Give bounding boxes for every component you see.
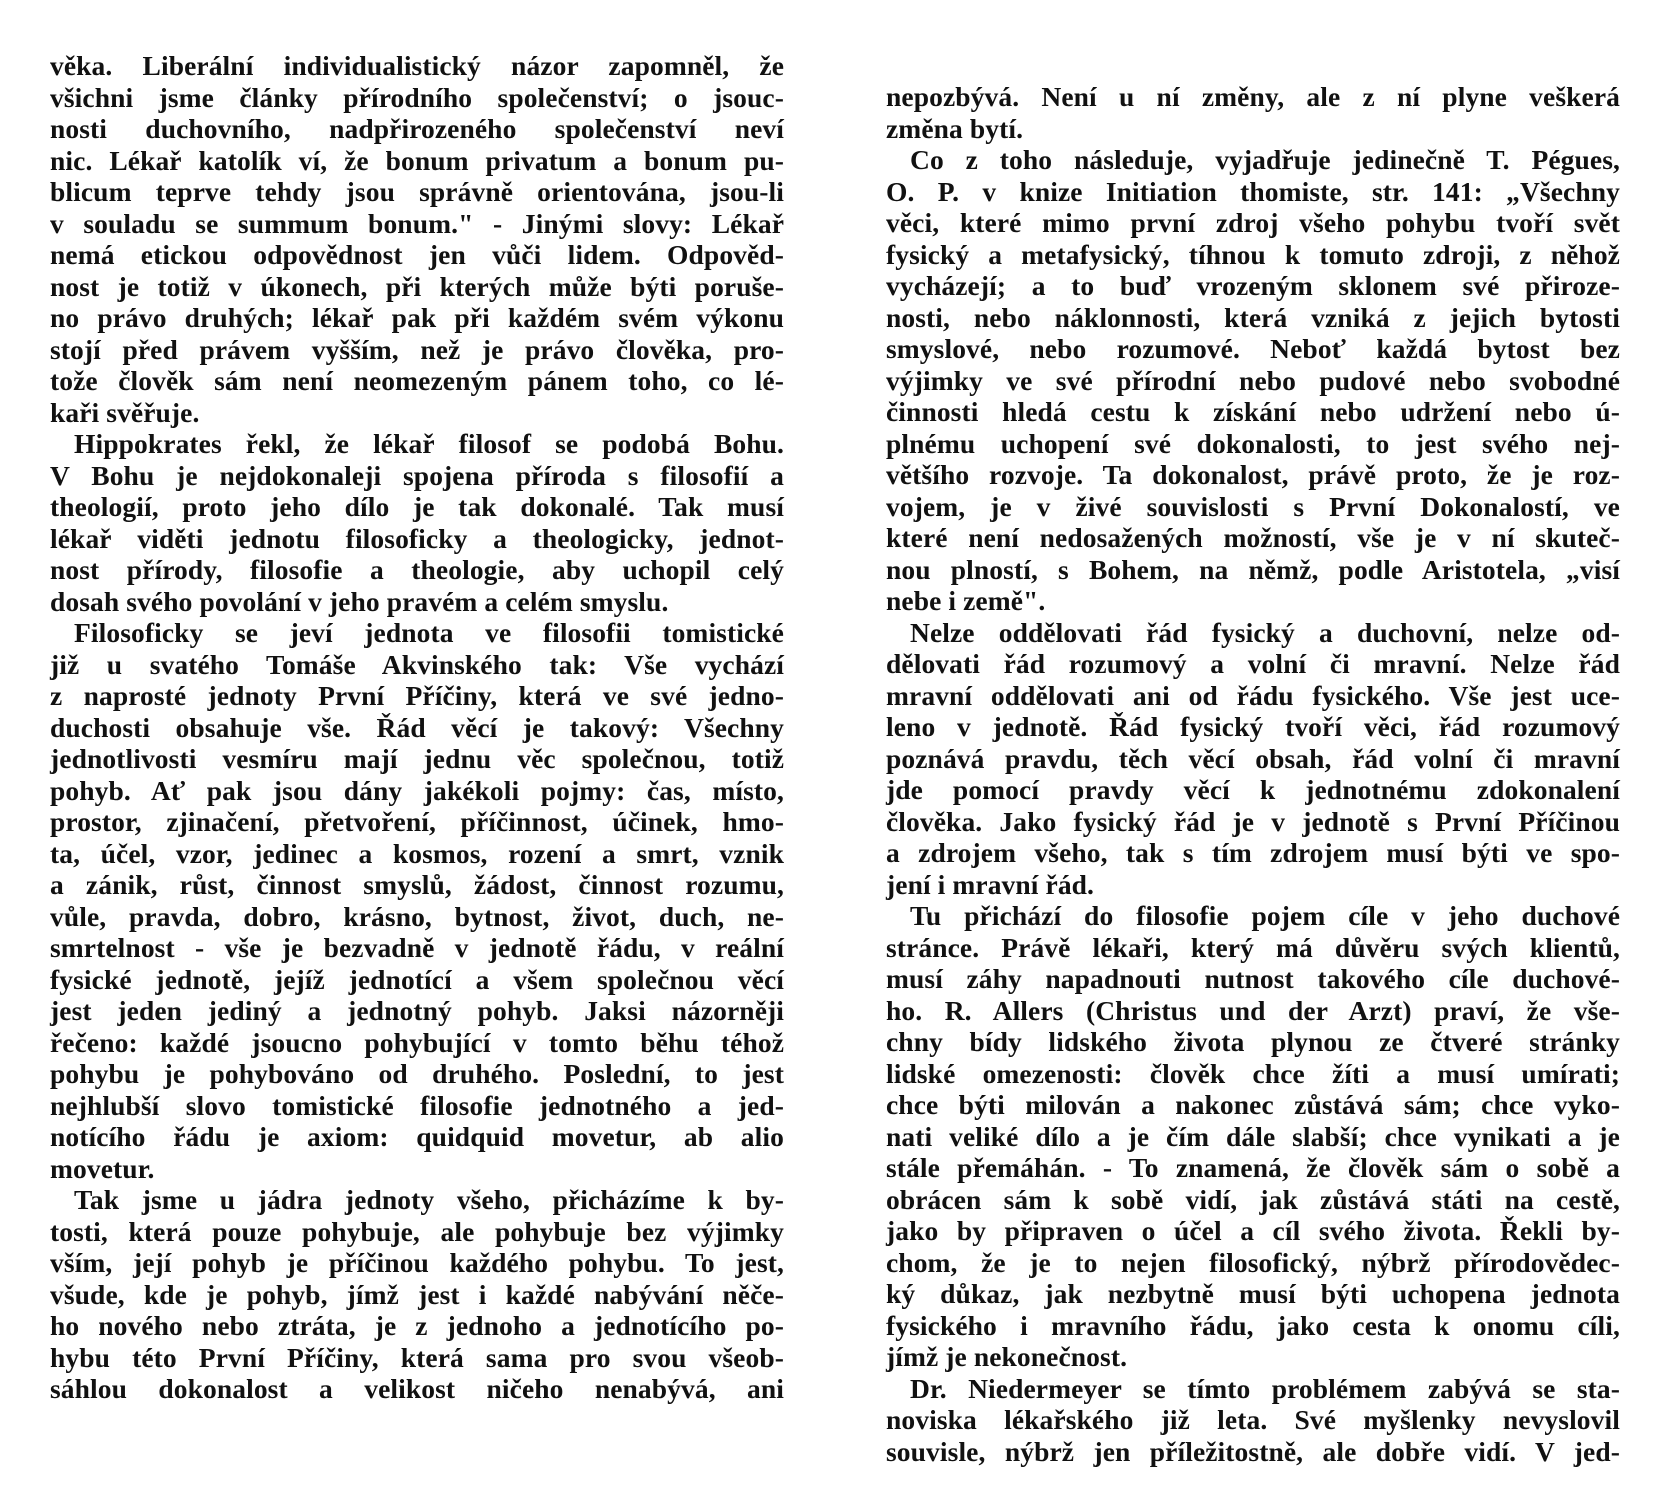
text-line: Hippokrates řekl, že lékař filosof se podobá Bohu. (74, 428, 784, 459)
text-line: fysického i mravního řádu, jako cesta k onomu cíli, (886, 1309, 1620, 1341)
text-line: Filosoficky se jeví jednota ve filosofii tomistické (74, 617, 784, 648)
text-line: poznává pravdu, těch věcí obsah, řád volní či mravní (886, 742, 1620, 774)
text-line: blicum teprve tehdy jsou správně orientována, jsou-li (50, 176, 784, 207)
text-line: prostor, zjinačení, přetvoření, příčinnost, účinek, hmo- (50, 806, 784, 837)
text-line: nemá etickou odpovědnost jen vůči lidem. Odpověd- (50, 239, 784, 270)
text-line: Dr. Niedermeyer se tímto problémem zabývá se sta- (910, 1372, 1620, 1404)
text-line: vším, její pohyb je příčinou každého pohybu. To jest, (50, 1247, 784, 1278)
text-line: nejhlubší slovo tomistické filosofie jednotného a jed- (50, 1089, 784, 1121)
text-line: člověka. Jako fysický řád je v jednotě s První Příčinou (886, 805, 1620, 837)
text-line: fysický a metafysický, tíhnou k tomuto zdroji, z něhož (886, 238, 1620, 270)
text-line: jímž je nekonečnost. (886, 1341, 1128, 1372)
text-line: Tu přichází do filosofie pojem cíle v jeho duchové (910, 900, 1620, 931)
text-line: většího rozvoje. Ta dokonalost, právě proto, že je roz- (886, 459, 1620, 490)
text-line: činnosti hledá cestu k získání nebo udržení nebo ú- (886, 396, 1620, 427)
text-line: stojí před právem vyšším, než je právo člověka, pro- (50, 333, 784, 365)
text-line: všichni jsme články přírodního společenství; o jsouc- (50, 81, 784, 113)
text-line: lékař viděti jednotu filosoficky a theologicky, jednot- (50, 522, 784, 554)
text-line: theologií, proto jeho dílo je tak dokonalé. Tak musí (50, 491, 784, 522)
text-line: nosti duchovního, nadpřirozeného společenství neví (50, 113, 784, 144)
text-line: jednotlivosti vesmíru mají jednu věc společnou, totiž (50, 743, 784, 774)
text-line: jako by připraven o účel a cíl svého života. Řekli by- (886, 1215, 1620, 1246)
text-line: pohybu je pohybováno od druhého. Poslední, to jest (50, 1058, 784, 1089)
text-line: vojem, je v živé souvislosti s První Dokonalostí, ve (886, 490, 1620, 522)
text-line: souvisle, nýbrž jen příležitostně, ale dobře vidí. V jed- (886, 1435, 1620, 1467)
text-line: řečeno: každé jsoucno pohybující v tomto běhu téhož (50, 1026, 784, 1058)
text-line: vycházejí; a to buď vrozeným sklonem své přiroze- (886, 270, 1620, 301)
text-line: jde pomocí pravdy věcí k jednotnému zdokonalení (886, 774, 1620, 805)
text-line: chom, že je to nejen filosofický, nýbrž přírodovědec- (886, 1246, 1620, 1278)
text-line: nost přírody, filosofie a theologie, aby uchopil celý (50, 554, 784, 585)
text-line: pohyb. Ať pak jsou dány jakékoli pojmy: čas, místo, (50, 774, 784, 806)
text-line: tože člověk sám není neomezeným pánem toho, co lé- (50, 365, 784, 396)
text-line: dělovati řád rozumový a volní či mravní. Nelze řád (886, 648, 1620, 679)
text-line: v souladu se summum bonum." - Jinými slovy: Lékař (50, 207, 784, 239)
text-line: Nelze oddělovati řád fysický a duchovní, nelze od- (910, 616, 1620, 648)
text-line: změna bytí. (886, 112, 1024, 144)
text-line: všude, kde je pohyb, jímž jest i každé nabývání něče- (50, 1278, 784, 1310)
text-line: plnému uchopení své dokonalosti, to jest svého nej- (886, 427, 1620, 459)
text-line: jest jeden jediný a jednotný pohyb. Jaksi názorněji (50, 995, 784, 1026)
text-line: obrácen sám k sobě vidí, jak zůstává státi na cestě, (886, 1183, 1620, 1215)
text-line: nou plností, s Bohem, na němž, podle Aristotela, „visí (886, 553, 1620, 585)
text-line: mravní oddělovati ani od řádu fysického. Vše jest uce- (886, 679, 1620, 711)
text-line: jení i mravní řád. (886, 868, 1095, 900)
text-line: duchosti obsahuje vše. Řád věcí je takový: Všechny (50, 711, 784, 743)
text-line: již u svatého Tomáše Akvinského tak: Vše vychází (50, 648, 784, 680)
text-line: Tak jsme u jádra jednoty všeho, přicházíme k by- (74, 1184, 784, 1215)
text-line: lidské omezenosti: člověk chce žíti a musí umírati; (886, 1057, 1620, 1089)
text-line: O. P. v knize Initiation thomiste, str. 141: „Všechny (886, 175, 1620, 207)
text-line: ho nového nebo ztráta, je z jednoho a jednotícího po- (50, 1310, 784, 1341)
text-line: tosti, která pouze pohybuje, ale pohybuje bez výjimky (50, 1215, 784, 1247)
text-line: leno v jednotě. Řád fysický tvoří věci, řád rozumový (886, 711, 1620, 742)
text-line: nost je totiž v úkonech, při kterých může býti poruše- (50, 270, 784, 302)
text-line: věka. Liberální individualistický názor zapomněl, že (50, 50, 784, 81)
text-line: dosah svého povolání v jeho pravém a celém smyslu. (50, 585, 669, 617)
text-line: výjimky ve své přírodní nebo pudové nebo svobodné (886, 364, 1620, 396)
text-line: chny bídy lidského života plynou ze čtveré stránky (886, 1026, 1620, 1057)
text-line: smyslové, nebo rozumové. Neboť každá bytost bez (886, 333, 1620, 364)
text-line: a zdrojem všeho, tak s tím zdrojem musí býti ve spo- (886, 837, 1620, 868)
text-line: nic. Lékař katolík ví, že bonum privatum a bonum pu- (50, 144, 784, 176)
text-line: movetur. (50, 1152, 155, 1184)
text-line: vůle, pravda, dobro, krásno, bytnost, život, duch, ne- (50, 900, 784, 932)
text-line: kaři svěřuje. (50, 396, 200, 428)
text-line: V Bohu je nejdokonaleji spojena příroda s filosofií a (50, 459, 784, 491)
text-line: Co z toho následuje, vyjadřuje jedinečně T. Pégues, (910, 144, 1620, 175)
text-line: smrtelnost - vše je bezvadně v jednotě řádu, v reální (50, 932, 784, 963)
text-line: notícího řádu je axiom: quidquid movetur, ab alio (50, 1121, 784, 1152)
text-line: noviska lékařského již leta. Své myšlenky nevyslovil (886, 1404, 1620, 1435)
text-line: a zánik, růst, činnost smyslů, žádost, činnost rozumu, (50, 869, 784, 900)
text-line: nebe i země". (886, 585, 1046, 616)
text-line: fysické jednotě, jejíž jednotící a všem společnou věcí (50, 963, 784, 995)
text-line: nepozbývá. Není u ní změny, ale z ní plyne veškerá (886, 81, 1620, 112)
text-line: ký důkaz, jak nezbytně musí býti uchopena jednota (886, 1278, 1620, 1309)
text-line: nosti, nebo náklonnosti, která vzniká z jejich bytosti (886, 301, 1620, 333)
text-line: no právo druhých; lékař pak při každém svém výkonu (50, 302, 784, 333)
text-line: hybu této První Příčiny, která sama pro svou všeob- (50, 1341, 784, 1373)
text-line: které není nedosažených možností, vše je v ní skuteč- (886, 522, 1620, 553)
text-line: chce býti milován a nakonec zůstává sám; chce vyko- (886, 1089, 1620, 1120)
text-line: věci, které mimo první zdroj všeho pohybu tvoří svět (886, 207, 1620, 238)
text-line: sáhlou dokonalost a velikost ničeho nenabývá, ani (50, 1373, 784, 1404)
text-line: ho. R. Allers (Christus und der Arzt) praví, že vše- (886, 994, 1620, 1026)
text-line: nati veliké dílo a je čím dále slabší; chce vynikati a je (886, 1120, 1620, 1152)
text-line: musí záhy napadnouti nutnost takového cíle duchové- (886, 963, 1620, 994)
text-line: z naprosté jednoty První Příčiny, která ve své jedno- (50, 680, 784, 711)
text-line: stále přemáhán. - To znamená, že člověk sám o sobě a (886, 1152, 1620, 1183)
text-line: stránce. Právě lékaři, který má důvěru svých klientů, (886, 931, 1620, 963)
text-line: ta, účel, vzor, jedinec a kosmos, rození a smrt, vznik (50, 837, 784, 869)
